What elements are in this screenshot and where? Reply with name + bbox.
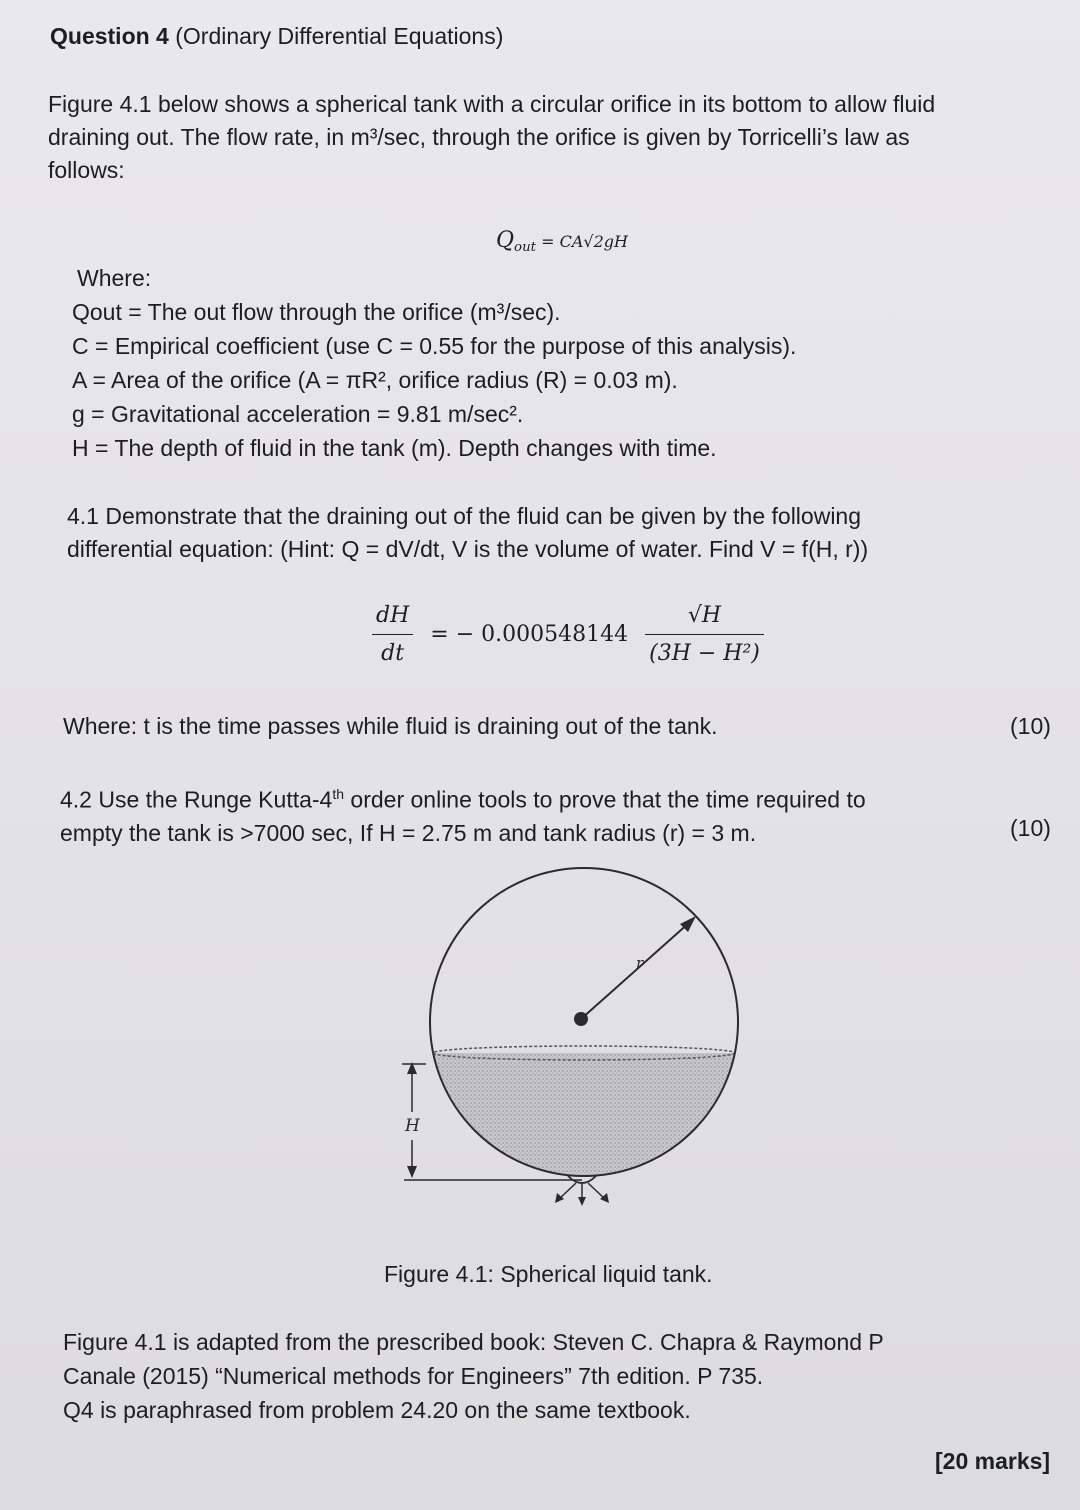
equation-coefficient: = − 0.000548144 [430,621,629,647]
intro-line: Figure 4.1 below shows a spherical tank with a circular orifice in its bottom to allow fluid [48,91,936,117]
spherical-tank-figure [390,850,750,1210]
lhs-fraction [372,603,413,666]
outflow-arrowhead [578,1197,586,1206]
radius-label: r [636,954,644,972]
part-4-2-line [60,778,1010,817]
ordinal-suffix: th [332,786,345,802]
source-line: Figure 4.1 is adapted from the prescribed book: Steven C. Chapra & Raymond P [63,1329,884,1355]
time-definition: Where: t is the time passes while fluid is draining out of the tank. [63,713,718,739]
rhs-numerator: √H [645,603,764,635]
part-4-1-line: differential equation: (Hint: Q = dV/dt, V is the volume of water. Find V = f(H, r)) [67,536,869,562]
lhs-denominator: dt [381,641,405,666]
torricelli-formula [496,228,628,255]
source-note [63,1325,1043,1427]
formula-lhs: Q [496,228,515,253]
question-number: Question 4 [50,23,169,49]
where-label: Where: [77,265,152,291]
part-4-2-marks: (10) [1010,815,1051,841]
figure-caption: Figure 4.1: Spherical liquid tank. [384,1261,713,1287]
outflow-arrowhead [600,1193,609,1203]
part-4-1 [67,500,997,566]
lhs-numerator: dH [372,603,413,635]
definition-item: H = The depth of fluid in the tank (m). Depth changes with time. [72,435,717,461]
question-heading [50,20,503,53]
formula-subscript: out [514,240,537,256]
formula-rhs: = CA√2gH [536,232,628,251]
part-4-2 [60,778,1010,850]
definition-item: C = Empirical coefficient (use C = 0.55 for the purpose of this analysis). [72,333,797,359]
source-line: Q4 is paraphrased from problem 24.20 on the same textbook. [63,1397,691,1423]
outflow-arrowhead [555,1193,564,1203]
intro-line: follows: [48,157,125,183]
intro-paragraph [48,88,1038,187]
definition-list [72,296,796,466]
part-4-2-line-end: order online tools to prove that the time required to [344,786,866,813]
question-topic: (Ordinary Differential Equations) [175,23,504,49]
depth-label: H [405,1116,420,1136]
source-line: Canale (2015) “Numerical methods for Engineers” 7th edition. P 735. [63,1363,764,1389]
part-4-1-line: 4.1 Demonstrate that the draining out of the fluid can be given by the following [67,503,862,529]
total-marks: [20 marks] [935,1448,1051,1474]
definition-item: Qout = The out flow through the orifice (m³/sec). [72,299,561,325]
rhs-fraction [645,603,764,666]
part-4-2-line-start: 4.2 Use the Runge Kutta-4 [60,786,333,813]
liquid-fill [433,1053,735,1177]
part-4-1-marks: (10) [1010,713,1051,739]
differential-equation [372,603,764,666]
definition-item: g = Gravitational acceleration = 9.81 m/sec². [72,401,524,427]
definition-item: A = Area of the orifice (A = πR², orifice radius (R) = 0.03 m). [72,367,678,393]
intro-line: draining out. The flow rate, in m³/sec, through the orifice is given by Torricelli’s law as [48,124,910,150]
rhs-denominator: (3H − H²) [649,641,760,666]
depth-arrow-down [407,1166,417,1178]
part-4-2-line: empty the tank is >7000 sec, If H = 2.75 m and tank radius (r) = 3 m. [60,819,757,846]
